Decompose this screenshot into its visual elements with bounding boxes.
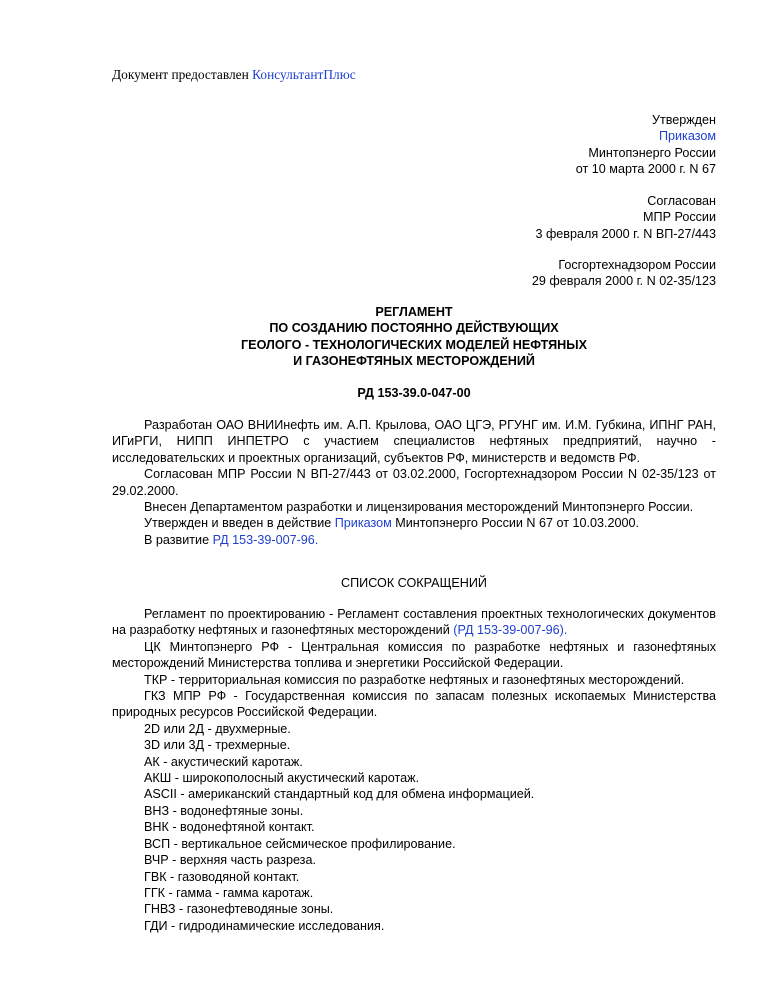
enacted-order-link[interactable]: Приказом	[334, 516, 392, 531]
title-line-3: ГЕОЛОГО - ТЕХНОЛОГИЧЕСКИХ МОДЕЛЕЙ НЕФТЯНЫХ	[241, 337, 587, 352]
title-line-2: ПО СОЗДАНИЮ ПОСТОЯННО ДЕЙСТВУЮЩИХ	[269, 321, 559, 336]
abbrev-item: ГДИ - гидродинамические исследования.	[144, 918, 385, 933]
reglament-rd-link[interactable]: (РД 153-39-007-96).	[453, 623, 568, 638]
approval-date: от 10 марта 2000 г. N 67	[575, 162, 716, 177]
agreed-label: Согласован	[647, 194, 716, 208]
abbrev-item: ВЧР - верхняя часть разреза.	[144, 853, 316, 868]
developed-paragraph: Разработан ОАО ВНИИнефть им. А.П. Крылова, ОАО ЦГЭ, РГУНГ им. И.М. Губкина, ИПНГ РАН, ИГиРГИ, НИПП ИНПЕТРО с участием специалистов нефтяных предприятий, научно - исследовательских и проектных организаций, субъектов РФ, министерств и ведомств РФ.	[112, 418, 716, 465]
abbrev-reglament-text: Регламент по проектированию - Регламент составления проектных технологических документов на разработку нефтяных и газонефтяных месторождений	[112, 607, 716, 638]
abbrev-reglament	[112, 606, 716, 639]
abbrev-gkz: ГКЗ МПР РФ - Государственная комиссия по запасам полезных ископаемых Министерства природных ресурсов Российской Федерации.	[112, 689, 716, 720]
agreed-ministry: МПР России	[643, 210, 716, 225]
development-paragraph	[112, 532, 716, 548]
abbrev-ck: ЦК Минтопэнерго РФ - Центральная комиссия по разработке нефтяных и газонефтяных месторождений Министерства топлива и энергетики Российской Федерации.	[112, 639, 716, 671]
abbrev-item: 3D или 3Д - трехмерные.	[144, 738, 291, 753]
enacted-suffix: Минтопэнерго России N 67 от 10.03.2000.	[391, 516, 640, 531]
gosgortekh-date: 29 февраля 2000 г. N 02-35/123	[531, 274, 716, 289]
abbrev-item: АКШ - широкополосный акустический каротаж.	[144, 771, 420, 786]
abbrev-item: ГВК - газоводяной контакт.	[144, 869, 300, 884]
abbrev-tkr: ТКР - территориальная комиссия по разработке нефтяных и газонефтяных месторождений.	[144, 672, 685, 687]
abbrev-item: ГГК - гамма - гамма каротаж.	[144, 885, 314, 900]
approval-block	[576, 112, 716, 178]
document-title	[112, 304, 716, 370]
gosgortekh-name: Госгортехнадзором России	[558, 258, 716, 272]
rd-link[interactable]: РД 153-39-007-96.	[212, 532, 319, 547]
provider-prefix: Документ предоставлен	[112, 67, 253, 82]
provider-line	[112, 67, 356, 83]
document-code: РД 153-39.0-047-00	[357, 386, 471, 400]
enacted-prefix: Утвержден и введен в действие	[144, 516, 335, 531]
order-link[interactable]: Приказом	[658, 129, 716, 144]
agreement-block	[535, 193, 716, 242]
approved-label: Утвержден	[651, 113, 716, 127]
abbrev-item: ВСП - вертикальное сейсмическое профилирование.	[144, 836, 456, 851]
agreed-paragraph: Согласован МПР России N ВП-27/443 от 03.02.2000, Госгортехнадзором России N 02-35/123 от 29.02.2000.	[112, 467, 716, 498]
abbreviations-section	[112, 606, 716, 934]
abbrev-item: ВНЗ - водонефтяные зоны.	[144, 803, 304, 818]
abbreviations-heading: СПИСОК СОКРАЩЕНИЙ	[341, 576, 487, 590]
abbrev-item: ASCII - американский стандартный код для обмена информацией.	[144, 787, 535, 802]
abbrev-item: ГНВЗ - газонефтеводяные зоны.	[144, 902, 334, 917]
submitted-paragraph: Внесен Департаментом разработки и лицензирования месторождений Минтопэнерго России.	[144, 500, 694, 515]
intro-section	[112, 417, 716, 548]
abbrev-item: 2D или 2Д - двухмерные.	[144, 721, 291, 736]
agreed-date: 3 февраля 2000 г. N ВП-27/443	[535, 226, 716, 241]
abbrev-item: АК - акустический каротаж.	[144, 754, 303, 769]
title-line-4: И ГАЗОНЕФТЯНЫХ МЕСТОРОЖДЕНИЙ	[293, 354, 535, 369]
abbrev-item: ВНК - водонефтяной контакт.	[144, 820, 315, 835]
consultant-plus-link[interactable]: КонсультантПлюс	[252, 67, 356, 82]
ministry-name: Минтопэнерго России	[588, 145, 716, 160]
development-prefix: В развитие	[144, 532, 213, 547]
gosgortekh-block	[532, 257, 716, 290]
title-line-1: РЕГЛАМЕНТ	[375, 305, 453, 319]
enacted-paragraph	[112, 515, 716, 531]
